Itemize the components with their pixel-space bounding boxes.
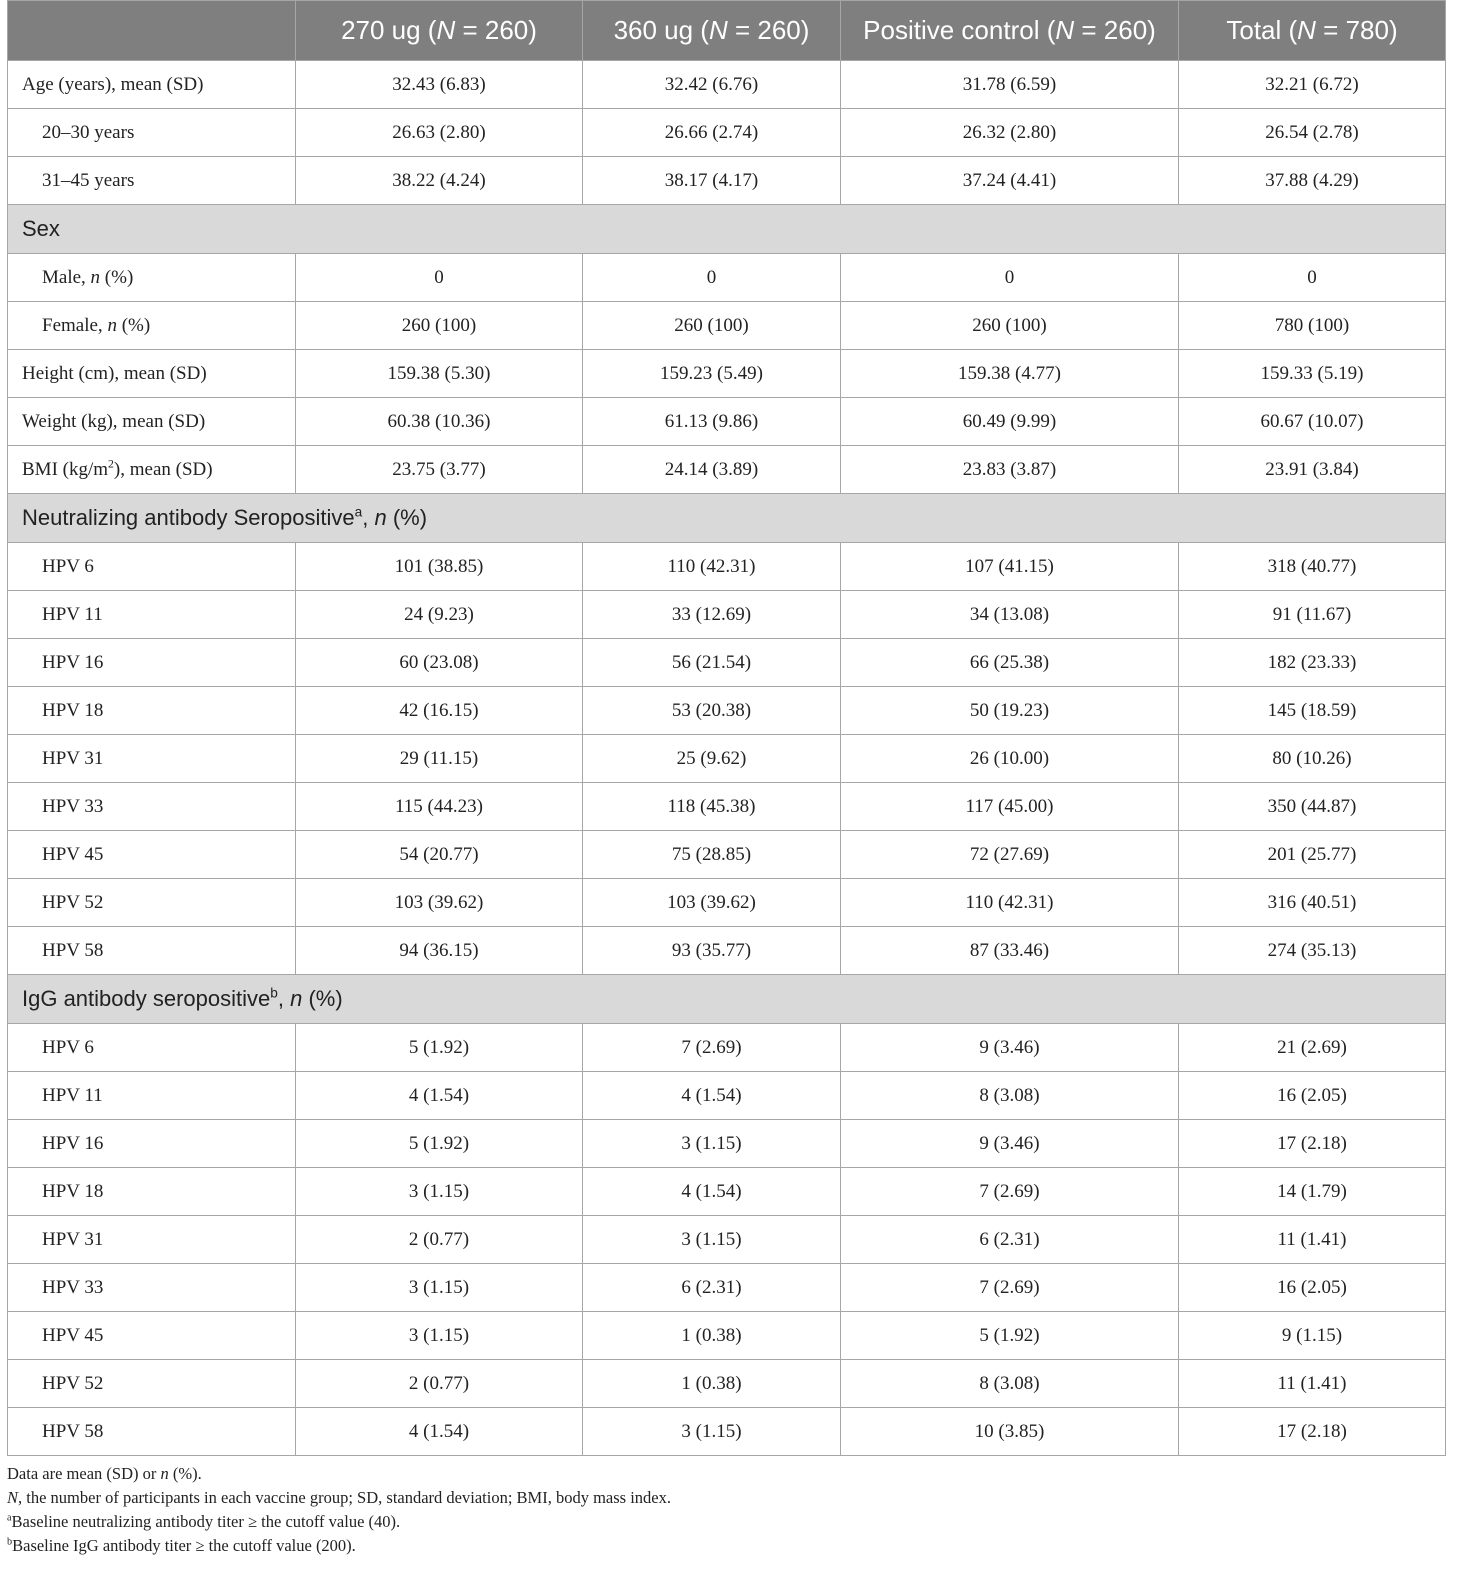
value-cell: 2 (0.77) xyxy=(296,1216,583,1264)
text-segment: n xyxy=(90,266,101,288)
text-segment: n xyxy=(374,505,387,530)
value-cell: 274 (35.13) xyxy=(1179,927,1446,975)
value-cell: 16 (2.05) xyxy=(1179,1264,1446,1312)
text-segment: 20–30 years xyxy=(42,121,135,143)
value-cell: 26.63 (2.80) xyxy=(296,109,583,157)
row-label xyxy=(8,1360,296,1408)
value-cell: 260 (100) xyxy=(841,302,1179,350)
text-segment: (%) xyxy=(116,314,151,336)
row-label xyxy=(8,1072,296,1120)
value-cell: 159.38 (4.77) xyxy=(841,350,1179,398)
value-cell: 26.66 (2.74) xyxy=(583,109,841,157)
text-segment: , xyxy=(277,986,291,1011)
text-segment: Baseline neutralizing antibody titer ≥ the cutoff value (40). xyxy=(11,1512,401,1531)
value-cell: 93 (35.77) xyxy=(583,927,841,975)
table-row xyxy=(8,1120,1446,1168)
text-segment: N xyxy=(7,1488,19,1507)
text-segment: 31–45 years xyxy=(42,169,135,191)
value-cell: 107 (41.15) xyxy=(841,543,1179,591)
value-cell: 8 (3.08) xyxy=(841,1072,1179,1120)
table-row xyxy=(8,61,1446,109)
section-title xyxy=(8,975,1446,1024)
value-cell: 103 (39.62) xyxy=(296,879,583,927)
value-cell: 17 (2.18) xyxy=(1179,1408,1446,1456)
value-cell: 61.13 (9.86) xyxy=(583,398,841,446)
table-body xyxy=(8,61,1446,1456)
text-segment: BMI (kg/m xyxy=(22,458,109,480)
value-cell: 23.75 (3.77) xyxy=(296,446,583,494)
row-label xyxy=(8,1024,296,1072)
table-row xyxy=(8,1312,1446,1360)
text-segment: HPV 58 xyxy=(42,939,104,961)
table-row xyxy=(8,1168,1446,1216)
text-segment: Female, xyxy=(42,314,108,336)
value-cell: 25 (9.62) xyxy=(583,735,841,783)
row-label xyxy=(8,1168,296,1216)
value-cell: 32.43 (6.83) xyxy=(296,61,583,109)
value-cell: 87 (33.46) xyxy=(841,927,1179,975)
text-segment: Weight (kg), mean (SD) xyxy=(22,410,206,432)
value-cell: 3 (1.15) xyxy=(583,1216,841,1264)
table-row xyxy=(8,1360,1446,1408)
value-cell: 9 (3.46) xyxy=(841,1024,1179,1072)
text-segment: Sex xyxy=(22,216,60,241)
value-cell: 24.14 (3.89) xyxy=(583,446,841,494)
text-segment: n xyxy=(160,1464,169,1483)
value-cell: 29 (11.15) xyxy=(296,735,583,783)
section-header-row xyxy=(8,494,1446,543)
text-segment: HPV 11 xyxy=(42,1084,103,1106)
value-cell: 11 (1.41) xyxy=(1179,1360,1446,1408)
value-cell: 32.42 (6.76) xyxy=(583,61,841,109)
value-cell: 17 (2.18) xyxy=(1179,1120,1446,1168)
value-cell: 23.83 (3.87) xyxy=(841,446,1179,494)
value-cell: 4 (1.54) xyxy=(583,1168,841,1216)
row-label xyxy=(8,157,296,205)
table-row xyxy=(8,302,1446,350)
value-cell: 0 xyxy=(583,254,841,302)
value-cell: 3 (1.15) xyxy=(296,1312,583,1360)
value-cell: 24 (9.23) xyxy=(296,591,583,639)
table-row xyxy=(8,1024,1446,1072)
value-cell: 32.21 (6.72) xyxy=(1179,61,1446,109)
text-segment: (%) xyxy=(302,986,343,1011)
value-cell: 350 (44.87) xyxy=(1179,783,1446,831)
value-cell: 7 (2.69) xyxy=(583,1024,841,1072)
value-cell: 94 (36.15) xyxy=(296,927,583,975)
value-cell: 37.24 (4.41) xyxy=(841,157,1179,205)
value-cell: 33 (12.69) xyxy=(583,591,841,639)
text-segment: IgG antibody seropositive xyxy=(22,986,271,1011)
table-row xyxy=(8,157,1446,205)
text-segment: , the number of participants in each vaccine group; SD, standard deviation; BMI, body mass index. xyxy=(18,1488,671,1507)
section-title xyxy=(8,205,1446,254)
text-segment: (%). xyxy=(168,1464,202,1483)
text-segment: Neutralizing antibody Seropositive xyxy=(22,505,355,530)
value-cell: 23.91 (3.84) xyxy=(1179,446,1446,494)
value-cell: 26.32 (2.80) xyxy=(841,109,1179,157)
text-segment: HPV 45 xyxy=(42,843,104,865)
value-cell: 60.49 (9.99) xyxy=(841,398,1179,446)
value-cell: 318 (40.77) xyxy=(1179,543,1446,591)
value-cell: 14 (1.79) xyxy=(1179,1168,1446,1216)
table-row xyxy=(8,398,1446,446)
value-cell: 118 (45.38) xyxy=(583,783,841,831)
value-cell: 26.54 (2.78) xyxy=(1179,109,1446,157)
value-cell: 8 (3.08) xyxy=(841,1360,1179,1408)
header-cell-blank xyxy=(8,1,296,61)
header-row xyxy=(8,1,1446,61)
value-cell: 9 (1.15) xyxy=(1179,1312,1446,1360)
table-row xyxy=(8,879,1446,927)
text-segment: HPV 31 xyxy=(42,1228,104,1250)
row-label xyxy=(8,879,296,927)
row-label xyxy=(8,927,296,975)
table-row xyxy=(8,1216,1446,1264)
text-segment: b xyxy=(7,1536,13,1548)
value-cell: 66 (25.38) xyxy=(841,639,1179,687)
value-cell: 54 (20.77) xyxy=(296,831,583,879)
value-cell: 60.38 (10.36) xyxy=(296,398,583,446)
text-segment: ), mean (SD) xyxy=(113,458,213,480)
row-label xyxy=(8,1216,296,1264)
text-segment: HPV 11 xyxy=(42,603,103,625)
text-segment: HPV 33 xyxy=(42,1276,104,1298)
row-label xyxy=(8,543,296,591)
value-cell: 117 (45.00) xyxy=(841,783,1179,831)
value-cell: 5 (1.92) xyxy=(296,1120,583,1168)
table-row xyxy=(8,254,1446,302)
value-cell: 6 (2.31) xyxy=(583,1264,841,1312)
value-cell: 34 (13.08) xyxy=(841,591,1179,639)
value-cell: 0 xyxy=(296,254,583,302)
text-segment: HPV 16 xyxy=(42,1132,104,1154)
value-cell: 260 (100) xyxy=(296,302,583,350)
table-row xyxy=(8,350,1446,398)
value-cell: 3 (1.15) xyxy=(583,1408,841,1456)
text-segment: HPV 18 xyxy=(42,1180,104,1202)
table-row xyxy=(8,1408,1446,1456)
value-cell: 7 (2.69) xyxy=(841,1264,1179,1312)
table-row xyxy=(8,735,1446,783)
table-row xyxy=(8,687,1446,735)
value-cell: 56 (21.54) xyxy=(583,639,841,687)
header-cell-270ug: 270 ug (N = 260) xyxy=(296,1,583,61)
table-row xyxy=(8,1264,1446,1312)
value-cell: 4 (1.54) xyxy=(296,1072,583,1120)
value-cell: 38.17 (4.17) xyxy=(583,157,841,205)
value-cell: 75 (28.85) xyxy=(583,831,841,879)
value-cell: 60.67 (10.07) xyxy=(1179,398,1446,446)
text-segment: n xyxy=(107,314,117,336)
text-segment: a xyxy=(354,504,363,520)
text-segment: Baseline IgG antibody titer ≥ the cutoff value (200). xyxy=(12,1536,356,1555)
value-cell: 42 (16.15) xyxy=(296,687,583,735)
row-label xyxy=(8,831,296,879)
value-cell: 16 (2.05) xyxy=(1179,1072,1446,1120)
value-cell: 11 (1.41) xyxy=(1179,1216,1446,1264)
row-label xyxy=(8,1408,296,1456)
value-cell: 0 xyxy=(841,254,1179,302)
text-segment: (%) xyxy=(100,266,134,288)
footnote-line xyxy=(7,1534,1445,1558)
section-title xyxy=(8,494,1446,543)
value-cell: 101 (38.85) xyxy=(296,543,583,591)
text-segment: HPV 18 xyxy=(42,699,104,721)
value-cell: 110 (42.31) xyxy=(841,879,1179,927)
row-label xyxy=(8,1312,296,1360)
value-cell: 1 (0.38) xyxy=(583,1312,841,1360)
table-row xyxy=(8,927,1446,975)
text-segment: Age (years), mean (SD) xyxy=(22,73,204,95)
row-label xyxy=(8,302,296,350)
value-cell: 159.38 (5.30) xyxy=(296,350,583,398)
section-header-row xyxy=(8,205,1446,254)
footnote-line xyxy=(7,1510,1445,1534)
table-row xyxy=(8,1072,1446,1120)
value-cell: 260 (100) xyxy=(583,302,841,350)
row-label xyxy=(8,109,296,157)
text-segment: HPV 31 xyxy=(42,747,104,769)
text-segment: (%) xyxy=(386,505,428,530)
table-row xyxy=(8,639,1446,687)
row-label xyxy=(8,687,296,735)
value-cell: 38.22 (4.24) xyxy=(296,157,583,205)
row-label xyxy=(8,446,296,494)
value-cell: 2 (0.77) xyxy=(296,1360,583,1408)
text-segment: HPV 6 xyxy=(42,1036,94,1058)
row-label xyxy=(8,350,296,398)
value-cell: 3 (1.15) xyxy=(583,1120,841,1168)
table-row xyxy=(8,109,1446,157)
table-footnotes xyxy=(7,1462,1445,1558)
value-cell: 72 (27.69) xyxy=(841,831,1179,879)
header-cell-positive-control: Positive control (N = 260) xyxy=(841,1,1179,61)
text-segment: Male, xyxy=(42,266,91,288)
table-row xyxy=(8,591,1446,639)
table-row xyxy=(8,543,1446,591)
row-label xyxy=(8,735,296,783)
value-cell: 159.23 (5.49) xyxy=(583,350,841,398)
value-cell: 182 (23.33) xyxy=(1179,639,1446,687)
value-cell: 103 (39.62) xyxy=(583,879,841,927)
text-segment: a xyxy=(7,1512,12,1524)
value-cell: 91 (11.67) xyxy=(1179,591,1446,639)
value-cell: 6 (2.31) xyxy=(841,1216,1179,1264)
text-segment: HPV 6 xyxy=(42,555,94,577)
text-segment: HPV 58 xyxy=(42,1420,104,1442)
header-cell-360ug: 360 ug (N = 260) xyxy=(583,1,841,61)
value-cell: 145 (18.59) xyxy=(1179,687,1446,735)
value-cell: 0 xyxy=(1179,254,1446,302)
value-cell: 5 (1.92) xyxy=(296,1024,583,1072)
value-cell: 115 (44.23) xyxy=(296,783,583,831)
value-cell: 5 (1.92) xyxy=(841,1312,1179,1360)
row-label xyxy=(8,61,296,109)
text-segment: 2 xyxy=(108,457,114,471)
value-cell: 780 (100) xyxy=(1179,302,1446,350)
value-cell: 4 (1.54) xyxy=(583,1072,841,1120)
value-cell: 37.88 (4.29) xyxy=(1179,157,1446,205)
value-cell: 60 (23.08) xyxy=(296,639,583,687)
value-cell: 21 (2.69) xyxy=(1179,1024,1446,1072)
row-label xyxy=(8,591,296,639)
text-segment: HPV 52 xyxy=(42,891,104,913)
row-label xyxy=(8,398,296,446)
value-cell: 159.33 (5.19) xyxy=(1179,350,1446,398)
text-segment: , xyxy=(362,505,375,530)
value-cell: 110 (42.31) xyxy=(583,543,841,591)
value-cell: 31.78 (6.59) xyxy=(841,61,1179,109)
footnote-line xyxy=(7,1462,1445,1486)
text-segment: HPV 45 xyxy=(42,1324,104,1346)
text-segment: HPV 33 xyxy=(42,795,104,817)
row-label xyxy=(8,783,296,831)
section-header-row xyxy=(8,975,1446,1024)
baseline-characteristics-table-container xyxy=(7,0,1445,1558)
row-label xyxy=(8,639,296,687)
text-segment: b xyxy=(270,985,278,1001)
value-cell: 50 (19.23) xyxy=(841,687,1179,735)
value-cell: 26 (10.00) xyxy=(841,735,1179,783)
text-segment: HPV 16 xyxy=(42,651,104,673)
text-segment: Data are mean (SD) or xyxy=(7,1464,161,1483)
text-segment: Height (cm), mean (SD) xyxy=(22,362,207,384)
table-header xyxy=(8,1,1446,61)
value-cell: 316 (40.51) xyxy=(1179,879,1446,927)
text-segment: HPV 52 xyxy=(42,1372,104,1394)
value-cell: 4 (1.54) xyxy=(296,1408,583,1456)
text-segment: n xyxy=(290,986,303,1011)
value-cell: 10 (3.85) xyxy=(841,1408,1179,1456)
value-cell: 3 (1.15) xyxy=(296,1168,583,1216)
header-cell-total: Total (N = 780) xyxy=(1179,1,1446,61)
value-cell: 3 (1.15) xyxy=(296,1264,583,1312)
footnote-line xyxy=(7,1486,1445,1510)
table-row xyxy=(8,831,1446,879)
value-cell: 1 (0.38) xyxy=(583,1360,841,1408)
value-cell: 201 (25.77) xyxy=(1179,831,1446,879)
row-label xyxy=(8,254,296,302)
value-cell: 53 (20.38) xyxy=(583,687,841,735)
value-cell: 80 (10.26) xyxy=(1179,735,1446,783)
row-label xyxy=(8,1264,296,1312)
value-cell: 7 (2.69) xyxy=(841,1168,1179,1216)
table-row xyxy=(8,446,1446,494)
row-label xyxy=(8,1120,296,1168)
table-row xyxy=(8,783,1446,831)
value-cell: 9 (3.46) xyxy=(841,1120,1179,1168)
baseline-characteristics-table xyxy=(7,0,1446,1456)
